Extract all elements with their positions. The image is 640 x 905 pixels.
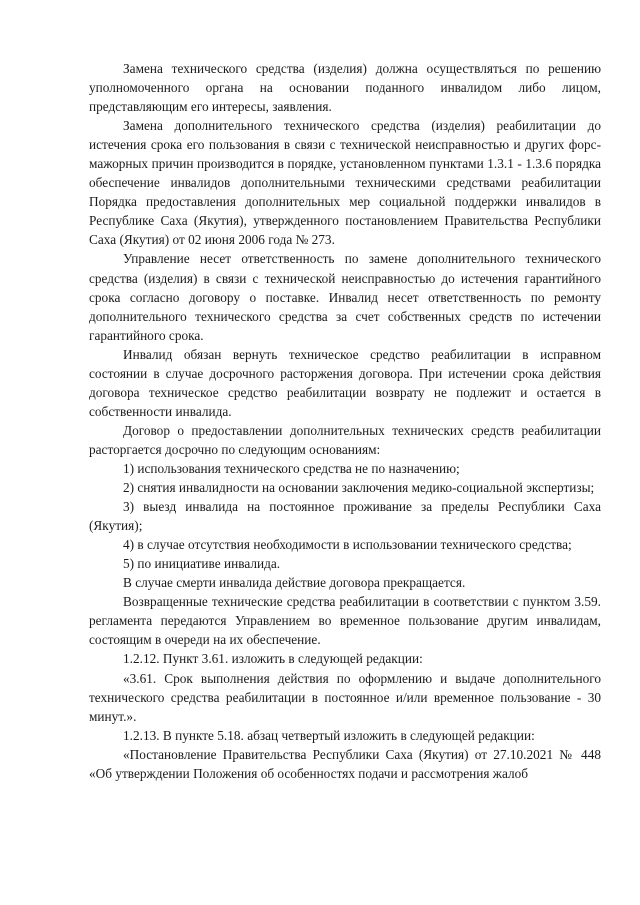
paragraph-amendment-1-2-12: 1.2.12. Пункт 3.61. изложить в следующей редакции: — [123, 651, 423, 667]
list-item-ground-2: 2) снятия инвалидности на основании заключения медико-социальной экспертизы; — [123, 480, 595, 496]
document-page — [89, 59, 601, 783]
paragraph-death-termination: В случае смерти инвалида действие договора прекращается. — [123, 575, 466, 591]
list-item-ground-5: 5) по инициативе инвалида. — [123, 556, 281, 572]
list-item-ground-4: 4) в случае отсутствия необходимости в использовании технического средства; — [123, 537, 572, 553]
paragraph-replacement-decision: Замена технического средства (изделия) должна осуществляться по решению уполномоченного органа на основании поданного инвалидом либо лицом, представляющим его интересы, заявления. — [89, 61, 601, 115]
paragraph-clause-3-61: «3.61. Срок выполнения действия по оформлению и выдаче дополнительного технического средства реабилитации в постоянное и/или временное пользование - 30 минут.». — [89, 670, 601, 724]
paragraph-amendment-1-2-13: 1.2.13. В пункте 5.18. абзац четвертый изложить в следующей редакции: — [123, 727, 535, 743]
paragraph-department-responsibility: Управление несет ответственность по замене дополнительного технического средства (изделия) в связи с технической неисправностью до истечения гарантийного срока согласно договору о поставке. Инвалид несет ответственность по ремонту дополнительного технического средства за счет собственных средств по истечении гарантийного срока. — [89, 251, 601, 343]
list-item-ground-3: 3) выезд инвалида на постоянное проживание за пределы Республики Саха (Якутия); — [89, 499, 601, 534]
paragraph-resolution-quote: «Постановление Правительства Республики Саха (Якутия) от 27.10.2021 № 448 «Об утверждении Положения об особенностях подачи и рассмотрения жалоб — [89, 746, 601, 781]
paragraph-returned-aids: Возвращенные технические средства реабилитации в соответствии с пунктом 3.59. регламента передаются Управлением во временное пользование другим инвалидам, состоящим в очереди на их обеспечение. — [89, 594, 601, 648]
paragraph-return-obligation: Инвалид обязан вернуть техническое средство реабилитации в исправном состоянии в случае досрочного расторжения договора. При истечении срока действия договора техническое средство реабилитации возврату не подлежит и остается в собственности инвалида. — [89, 346, 601, 419]
list-item-ground-1: 1) использования технического средства не по назначению; — [123, 460, 460, 476]
paragraph-replacement-before-expiry: Замена дополнительного технического средства (изделия) реабилитации до истечения срока его пользования в связи с технической неисправностью и других форс-мажорных причин производится в порядке, установленном пунктами 1.3.1 - 1.3.6 порядка обеспечение инвалидов дополнительными техническими средствами реабилитации Порядка предоставления дополнительных мер социальной поддержки инвалидов в Республике Саха (Якутия), утвержденного постановлением Правительства Республики Саха (Якутия) от 02 июня 2006 года № 273. — [89, 118, 601, 248]
paragraph-termination-grounds: Договор о предоставлении дополнительных технических средств реабилитации расторгается досрочно по следующим основаниям: — [89, 422, 601, 457]
